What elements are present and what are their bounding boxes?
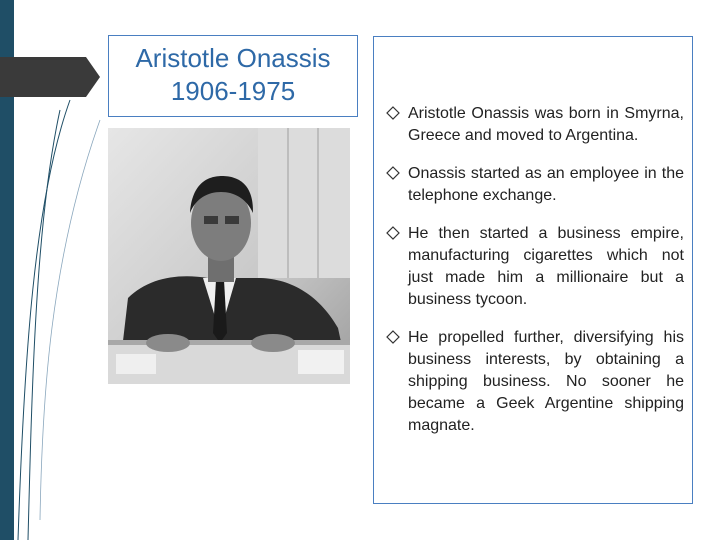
list-item bbox=[386, 163, 684, 207]
list-item bbox=[386, 223, 684, 311]
diamond-outline-icon bbox=[386, 166, 400, 180]
bullet-text: He then started a business empire, manufacturing cigarettes which not just made him a millionaire but a business tycoon. bbox=[408, 225, 684, 308]
diamond-outline-icon bbox=[386, 330, 400, 344]
diamond-outline-icon bbox=[386, 226, 400, 240]
bullet-text: Onassis started as an employee in the telephone exchange. bbox=[408, 165, 684, 204]
list-item bbox=[386, 327, 684, 437]
bullet-text: He propelled further, diversifying his business interests, by obtaining a shipping business. No sooner he became a Geek Argentine shipping magnate. bbox=[408, 329, 684, 434]
bullet-text: Aristotle Onassis was born in Smyrna, Greece and moved to Argentina. bbox=[408, 105, 684, 144]
title-box bbox=[108, 35, 358, 117]
diamond-outline-icon bbox=[386, 106, 400, 120]
list-item bbox=[386, 103, 684, 147]
slide-title: Aristotle Onassis bbox=[135, 43, 331, 73]
accent-arrow-shape bbox=[0, 57, 100, 97]
content-box bbox=[373, 36, 693, 504]
slide-subtitle-years: 1906-1975 bbox=[170, 76, 296, 106]
bullet-list bbox=[386, 103, 684, 453]
portrait-photo bbox=[108, 128, 350, 384]
